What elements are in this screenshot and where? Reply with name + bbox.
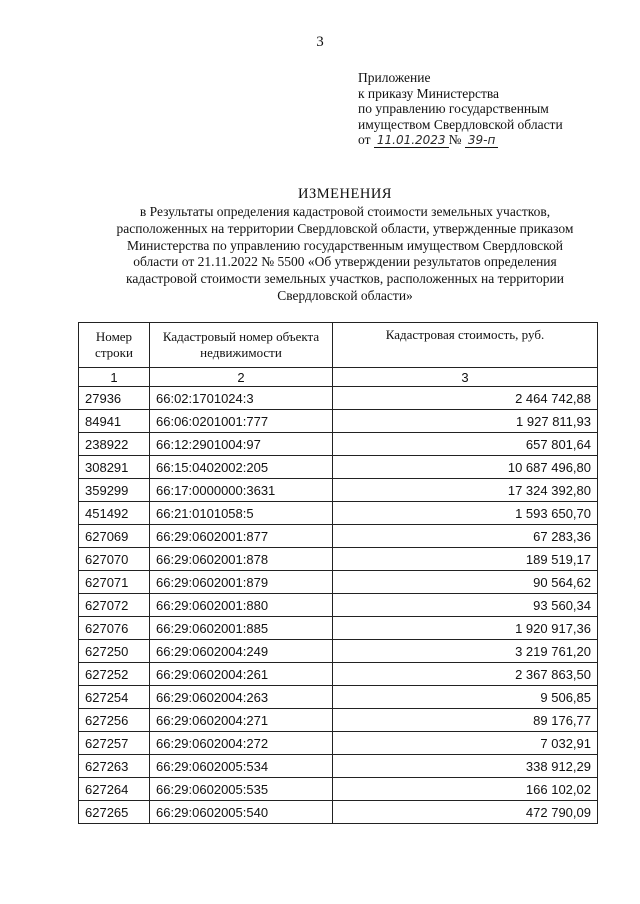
cadastral-value-cell: 7 032,91: [333, 732, 598, 755]
number-prefix: №: [448, 132, 462, 147]
cadastral-value-cell: 472 790,09: [333, 801, 598, 824]
cadastral-value-cell: 89 176,77: [333, 709, 598, 732]
row-number-cell: 627072: [79, 594, 150, 617]
cadastral-number-cell: 66:06:0201001:777: [150, 410, 333, 433]
cadastral-number-cell: 66:15:0402002:205: [150, 456, 333, 479]
cadastral-value-cell: 67 283,36: [333, 525, 598, 548]
cadastral-number-cell: 66:29:0602004:249: [150, 640, 333, 663]
row-number-cell: 27936: [79, 387, 150, 410]
cadastral-number-cell: 66:29:0602004:272: [150, 732, 333, 755]
table-row: [79, 686, 598, 709]
cadastral-number-cell: 66:29:0602004:271: [150, 709, 333, 732]
row-number-cell: 359299: [79, 479, 150, 502]
cadastral-value-cell: 338 912,29: [333, 755, 598, 778]
row-number-cell: 627076: [79, 617, 150, 640]
table-row: [79, 571, 598, 594]
table-row: [79, 617, 598, 640]
cadastral-value-cell: 1 927 811,93: [333, 410, 598, 433]
row-number-cell: 308291: [79, 456, 150, 479]
row-number-cell: 627069: [79, 525, 150, 548]
row-number-cell: 627265: [79, 801, 150, 824]
appendix-line: Приложение: [358, 70, 431, 85]
table-body: [79, 387, 598, 824]
table-row: [79, 801, 598, 824]
row-number-cell: 451492: [79, 502, 150, 525]
table-row: [79, 778, 598, 801]
row-number-cell: 84941: [79, 410, 150, 433]
handwritten-date: 11.01.2023: [374, 133, 449, 148]
cadastral-value-cell: 1 920 917,36: [333, 617, 598, 640]
cadastral-number-cell: 66:21:0101058:5: [150, 502, 333, 525]
cadastral-value-cell: 93 560,34: [333, 594, 598, 617]
table-row: [79, 410, 598, 433]
order-date-number: [358, 132, 563, 149]
row-number-cell: 627250: [79, 640, 150, 663]
table-row: [79, 548, 598, 571]
table-row: [79, 755, 598, 778]
cadastral-value-cell: 10 687 496,80: [333, 456, 598, 479]
row-number-cell: 627257: [79, 732, 150, 755]
header-row-number: Номер строки: [79, 323, 150, 368]
cadastral-value-cell: 3 219 761,20: [333, 640, 598, 663]
cadastral-number-cell: 66:29:0602005:540: [150, 801, 333, 824]
row-number-cell: 627254: [79, 686, 150, 709]
cadastral-value-cell: 189 519,17: [333, 548, 598, 571]
table-row: [79, 502, 598, 525]
appendix-line: к приказу Министерства: [358, 85, 500, 101]
handwritten-number: 39-п: [465, 133, 498, 148]
cadastral-number-cell: 66:29:0602004:261: [150, 663, 333, 686]
cadastral-value-cell: 2 367 863,50: [333, 663, 598, 686]
cadastral-table: [78, 322, 598, 824]
row-number-cell: 627256: [79, 709, 150, 732]
table-row: [79, 433, 598, 456]
cadastral-number-cell: 66:17:0000000:3631: [150, 479, 333, 502]
header-cadastral-number: Кадастровый номер объекта недвижимости: [150, 323, 333, 368]
column-index: 3: [333, 368, 598, 387]
table-row: [79, 387, 598, 410]
table-row: [79, 456, 598, 479]
column-index: 2: [150, 368, 333, 387]
table-row: [79, 525, 598, 548]
row-number-cell: 627071: [79, 571, 150, 594]
document-title: ИЗМЕНЕНИЯ: [298, 186, 392, 202]
table-header-row: [79, 323, 598, 368]
table-row: [79, 479, 598, 502]
row-number-cell: 627263: [79, 755, 150, 778]
document-subtitle: в Результаты определения кадастровой стоимости земельных участков, расположенных на территории Свердловской области, утвержденные приказом Министерства по управлению государственным имуществом Свердловской области от 21.11.2022 № 5500 «Об утверждении результатов определения кадастровой стоимости земельных участков, расположенных на территории Свердловской области»: [116, 204, 574, 303]
cadastral-number-cell: 66:02:1701024:3: [150, 387, 333, 410]
cadastral-number-cell: 66:29:0602001:877: [150, 525, 333, 548]
table-row: [79, 594, 598, 617]
cadastral-value-cell: 17 324 392,80: [333, 479, 598, 502]
header-cadastral-value: Кадастровая стоимость, руб.: [333, 323, 598, 368]
date-prefix: от: [358, 132, 371, 147]
row-number-cell: 238922: [79, 433, 150, 456]
cadastral-number-cell: 66:29:0602001:879: [150, 571, 333, 594]
table-row: [79, 709, 598, 732]
table-row: [79, 640, 598, 663]
row-number-cell: 627264: [79, 778, 150, 801]
cadastral-value-cell: 90 564,62: [333, 571, 598, 594]
cadastral-number-cell: 66:29:0602001:878: [150, 548, 333, 571]
column-index: 1: [79, 368, 150, 387]
cadastral-number-cell: 66:12:2901004:97: [150, 433, 333, 456]
appendix-block: [358, 70, 563, 149]
row-number-cell: 627070: [79, 548, 150, 571]
appendix-line: по управлению государственным: [358, 101, 549, 116]
table-row: [79, 732, 598, 755]
cadastral-value-cell: 166 102,02: [333, 778, 598, 801]
table-index-row: [79, 368, 598, 387]
cadastral-number-cell: 66:29:0602001:885: [150, 617, 333, 640]
appendix-line: имуществом Свердловской области: [358, 116, 563, 132]
table-row: [79, 663, 598, 686]
cadastral-number-cell: 66:29:0602004:263: [150, 686, 333, 709]
page-number: 3: [316, 34, 324, 50]
row-number-cell: 627252: [79, 663, 150, 686]
cadastral-number-cell: 66:29:0602005:534: [150, 755, 333, 778]
cadastral-value-cell: 9 506,85: [333, 686, 598, 709]
cadastral-value-cell: 2 464 742,88: [333, 387, 598, 410]
cadastral-value-cell: 1 593 650,70: [333, 502, 598, 525]
cadastral-number-cell: 66:29:0602001:880: [150, 594, 333, 617]
cadastral-value-cell: 657 801,64: [333, 433, 598, 456]
cadastral-number-cell: 66:29:0602005:535: [150, 778, 333, 801]
